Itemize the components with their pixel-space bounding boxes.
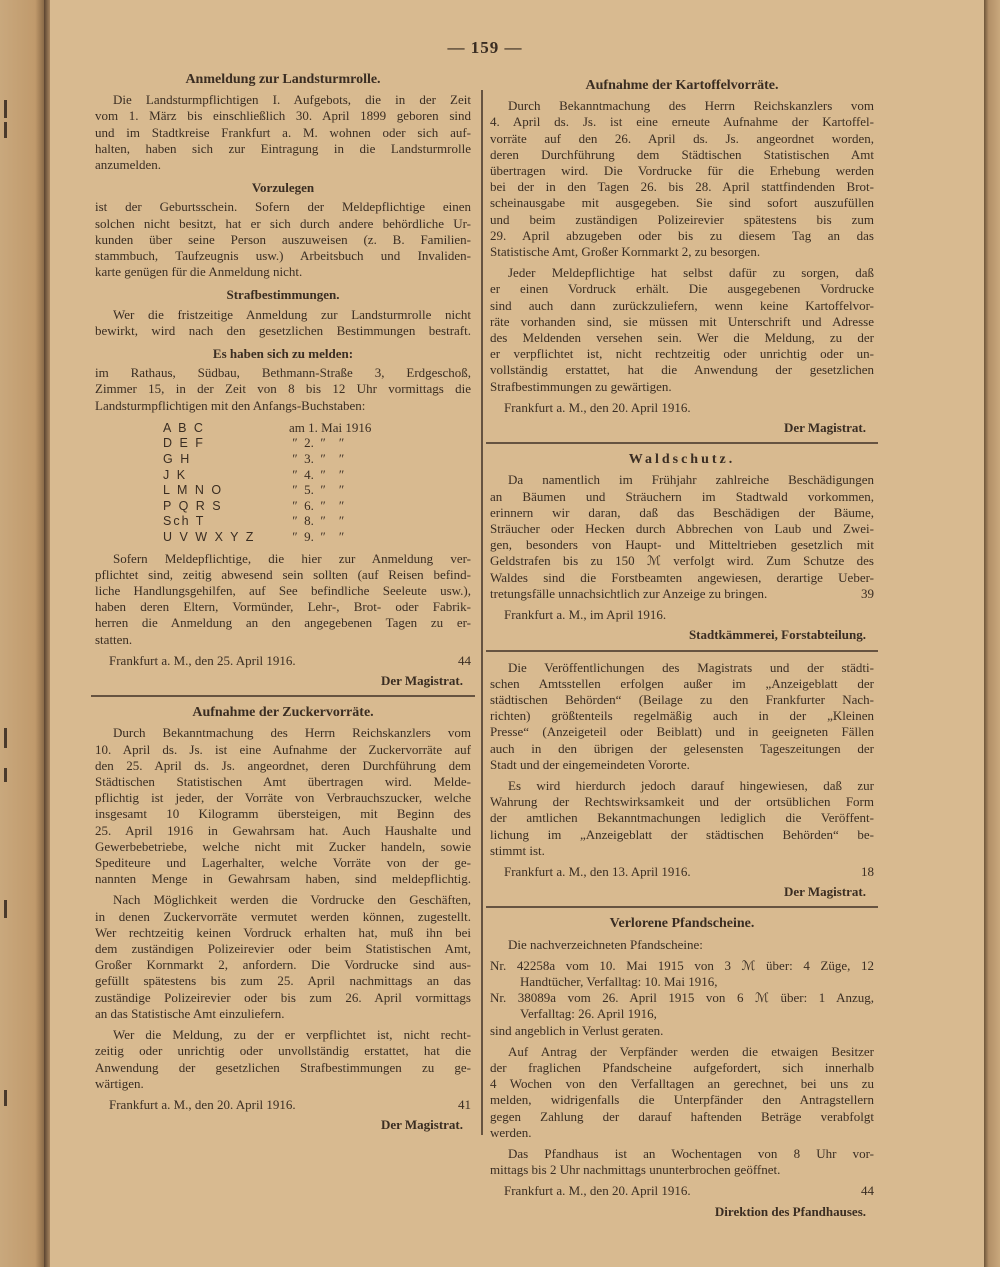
dateline: [490, 400, 874, 416]
schedule-date: ″ 8. ″ ″: [289, 513, 345, 529]
text-line: Handtücher, Verfalltag: 10. Mai 1916,: [520, 973, 718, 989]
schedule-row: [163, 420, 471, 436]
text-line: 10. April ds. Js. ist eine Aufnahme der Zuckervorräte auf: [95, 741, 471, 757]
dateline-text: Frankfurt a. M., im April 1916.: [504, 607, 667, 623]
schedule-letters: J K: [163, 467, 188, 482]
section-title: Anmeldung zur Landsturmrolle.: [185, 72, 381, 87]
schedule-row: [163, 435, 471, 451]
paragraph: [95, 307, 471, 339]
dateline-text: Frankfurt a. M., den 25. April 1916.: [109, 652, 296, 668]
text-line: gefüllt spätestens bis zum 25. April nachmittags an das: [95, 973, 471, 989]
schedule-row: [163, 482, 471, 498]
text-line: an das Statistische Amt einzuliefern.: [95, 1005, 285, 1021]
text-line: und im Stadtkreise Frankfurt a. M. wohnen oder sich auf-: [95, 124, 471, 140]
text-line: zuständige Polizeirevier oder bis zum 26. April vormittags: [95, 989, 471, 1005]
text-line: Durch Bekanntmachung des Herrn Reichskanzlers vom: [508, 98, 874, 114]
notice-number: 44: [861, 1183, 874, 1199]
text-line: herren die Anmeldung an den angegebenen Tagen zu er-: [95, 615, 471, 631]
text-line: Jeder Meldepflichtige hat selbst dafür zu sorgen, daß: [508, 265, 874, 281]
previous-page-edge: [0, 0, 44, 1267]
text-line: auch in den übrigen der gelesensten Tageszeitungen der: [490, 740, 874, 756]
text-line: Durch Bekanntmachung des Herrn Reichskanzlers vom: [113, 725, 471, 741]
text-line: liche Handlungsgehilfen, auf See befindliche Seeleute usw.),: [95, 583, 471, 599]
text-line: Stadt und der eingemeindeten Vororte.: [490, 756, 690, 772]
text-line: sind angeblich in Verlust geraten.: [490, 1022, 664, 1038]
section-rule: [486, 442, 878, 444]
text-line: lichung im „Anzeigeblatt der städtischen Behörden“ be-: [490, 826, 874, 842]
text-line: Da namentlich im Frühjahr zahlreiche Beschädigungen: [508, 472, 874, 488]
signature: Stadtkämmerei, Forstabteilung.: [688, 627, 866, 643]
page-fold: [44, 0, 50, 1267]
text-line: Wer die Meldung, zu der er verpflichtet ist, nicht recht-: [113, 1027, 471, 1043]
text-line: Es wird hierdurch jedoch darauf hingewiesen, daß zur: [508, 777, 874, 793]
paragraph: [490, 1044, 874, 1141]
schedule-date: am 1. Mai 1916: [289, 419, 372, 435]
page-number: — 159 —: [447, 38, 523, 57]
text-line: des Meldenden versehen sein. Wer die Meldung, zu der: [490, 330, 874, 346]
text-line: Wer rechtzeitig keinen Vordruck erhalten hat, muß ihn bei: [95, 924, 471, 940]
text-line: scheinausgabe mit ausgegeben. Sie sind sofort auszufüllen: [490, 195, 874, 211]
paragraph: [490, 937, 874, 953]
schedule-letters: U V W X Y Z: [163, 530, 256, 545]
paragraph: [490, 472, 874, 602]
text-line: Nr. 42258a vom 10. Mai 1915 von 3 ℳ über: 4 Züge, 12: [490, 957, 874, 973]
paragraph: [95, 551, 471, 648]
dateline-text: Frankfurt a. M., den 20. April 1916.: [504, 399, 691, 415]
text-line: pflichtet sind, zeitig abwesend sein sollten (auf Reisen befind-: [95, 566, 471, 582]
signature: Der Magistrat.: [783, 420, 866, 436]
text-line: Presse“ (Anzeigeteil oder Beiblatt) und in geeigneten Fällen: [490, 724, 874, 740]
text-line: 29. April abzugeben oder bis zu diesem Tag an das: [490, 227, 874, 243]
text-line: im Rathaus, Südbau, Bethmann-Straße 3, Erdgeschoß,: [95, 365, 471, 381]
schedule-date: ″ 2. ″ ″: [289, 435, 345, 451]
right-column: [490, 76, 874, 1224]
dateline: [95, 653, 471, 669]
schedule-letters: L M N O: [163, 483, 224, 498]
text-line: Auf Antrag der Verpfänder werden die etwaigen Besitzer: [508, 1043, 874, 1059]
dateline-text: Frankfurt a. M., den 20. April 1916.: [504, 1183, 691, 1199]
text-line: ist der Geburtsschein. Sofern der Meldepflichtige einen: [95, 199, 471, 215]
subheading: Vorzulegen: [251, 180, 315, 196]
paragraph: [95, 92, 471, 173]
text-line: Verfalltag: 26. April 1916,: [520, 1006, 657, 1022]
section-title: Verlorene Pfandscheine.: [609, 916, 755, 932]
paragraph: [95, 1027, 471, 1092]
text-line: an Bäumen und Sträuchern im Stadtwald vorkommen,: [490, 488, 874, 504]
text-line: erinnern wir daran, daß das Beschädigen der Bäume,: [490, 504, 874, 520]
notice-number: 18: [861, 863, 874, 879]
section-title: Aufnahme der Zuckervorräte.: [192, 705, 374, 721]
text-line: Zimmer 15, in der Zeit von 8 bis 12 Uhr vormittags die: [95, 381, 471, 397]
text-line: kunden über seine Person auszuweisen (z. B. Familien-: [95, 231, 471, 247]
pledge-item: [490, 958, 874, 990]
text-line: Sträucher oder Hecken durch Abbrechen von Laub und Zwei-: [490, 521, 874, 537]
text-line: Geldstrafen bis zu 150 ℳ verfolgt wird. Zum Schutze des: [490, 553, 874, 569]
schedule-date: ″ 4. ″ ″: [289, 466, 345, 482]
notice-number: 39: [861, 585, 874, 601]
text-line: vollständig erstattet, hat die Anwendung der gesetzlichen: [490, 362, 874, 378]
text-line: mittags bis 2 Uhr nachmittags ununterbrochen geöffnet.: [490, 1162, 781, 1178]
section-rule: [91, 695, 475, 697]
section-title: Aufnahme der Kartoffelvorräte.: [585, 78, 779, 93]
text-line: Das Pfandhaus ist an Wochentagen von 8 Uhr vor-: [508, 1145, 874, 1161]
text-line: Die nachverzeichneten Pfandscheine:: [508, 936, 703, 952]
text-line: räte vorhanden sind, sie müssen mit Unterschrift und Adresse: [490, 313, 874, 329]
text-line: Strafbestimmungen zu gewärtigen.: [490, 378, 672, 394]
text-line: übertragen wird. Die Vordrucke für die Erhebung werden: [490, 163, 874, 179]
schedule-row: [163, 529, 471, 545]
schedule-date: ″ 3. ″ ″: [289, 451, 345, 467]
dateline: [490, 864, 874, 880]
text-line: sind auch dann zurückzuliefern, wenn keine Kartoffelvor-: [490, 297, 874, 313]
schedule-row: [163, 498, 471, 514]
text-line: vom 1. März bis einschließlich 30. April 1899 geboren sind: [95, 108, 471, 124]
dateline: [490, 1183, 874, 1199]
text-line: gen, besonders von Haupt- und Mitteltrieben gesetzlich mit: [490, 537, 874, 553]
text-line: [490, 586, 874, 602]
text-line: dem zuständigen Polizeirevier oder beim Statistischen Amt,: [95, 941, 471, 957]
paragraph: [490, 1146, 874, 1178]
text-line: nannten Menge in Gewahrsam haben, sind meldepflichtig.: [95, 871, 471, 887]
text-line: bei der in den Tagen 26. bis 28. April stattfindenden Brot-: [490, 179, 874, 195]
text-line: solchen nicht besitzt, hat er sich durch andere behördliche Ur-: [95, 215, 471, 231]
text-line: zeitig oder unrichtig oder unvollständig erstattet, hat die: [95, 1043, 471, 1059]
dateline-text: Frankfurt a. M., den 13. April 1916.: [504, 863, 691, 879]
schedule-letters: G H: [163, 452, 192, 467]
signature: Direktion des Pfandhauses.: [714, 1203, 866, 1219]
text-line: anzumelden.: [95, 157, 162, 173]
paragraph: [490, 778, 874, 859]
paragraph: [95, 365, 471, 414]
left-column: [95, 70, 471, 1137]
schedule-date: ″ 5. ″ ″: [289, 482, 345, 498]
text-line: schen Amtsstellen erfolgen außer im „Anzeigeblatt der: [490, 675, 874, 691]
text-line: Spediteure und Lagerhalter, welche Vorräte von der ge-: [95, 855, 471, 871]
text-line: statten.: [95, 631, 133, 647]
section-rule: [486, 906, 878, 908]
text-line: Sofern Meldepflichtige, die hier zur Anmeldung ver-: [113, 550, 471, 566]
text-line: stammbuch, Taufzeugnis usw.) Arbeitsbuch und Invaliden-: [95, 248, 471, 264]
text-line: richten) größtenteils regelmäßig auch in der „Kleinen: [490, 708, 874, 724]
paragraph: [490, 1023, 874, 1039]
text-line: Gewerbebetriebe, welche nicht mit Zucker handeln, sowie: [95, 838, 471, 854]
text-line: vorräte auf den 26. April ds. Js. angeordnet worden,: [490, 130, 874, 146]
dateline-text: Frankfurt a. M., den 20. April 1916.: [109, 1096, 296, 1112]
text-line: Nach Möglichkeit werden die Vordrucke den Geschäften,: [113, 892, 471, 908]
text-line: 25. April 1916 in Gewahrsam hat. Auch Haushalte und: [95, 822, 471, 838]
text-line: Nr. 38089a vom 26. April 1915 von 6 ℳ über: 1 Anzug,: [490, 990, 874, 1006]
paragraph: [95, 199, 471, 280]
letter-schedule-table: [163, 420, 471, 545]
text-line: der amtlichen Bekanntmachungen lediglich die Veröffent-: [490, 810, 874, 826]
text-line: 4 Wochen von den Verfalltagen an gerechnet, bei uns zu: [490, 1076, 874, 1092]
text-line: deren Durchführung dem Städtischen Statistischen Amt: [490, 146, 874, 162]
text-line: Die Landsturmpflichtigen I. Aufgebots, die in der Zeit: [113, 92, 471, 108]
text-line: Wer die fristzeitige Anmeldung zur Landsturmrolle nicht: [113, 306, 471, 322]
text-line: 4. April ds. Js. ist eine erneute Aufnahme der Kartoffel-: [490, 114, 874, 130]
section-title: Waldschutz.: [628, 452, 736, 468]
text-line: städtischen Behörden“ (Beilage zu den Frankfurter Nach-: [490, 691, 874, 707]
text-line: Städtischen Statistischen Amt übertragen wird. Melde-: [95, 774, 471, 790]
text-line: Landsturmpflichtigen mit den Anfangs-Buchstaben:: [95, 397, 366, 413]
schedule-date: ″ 6. ″ ″: [289, 497, 345, 513]
text-line: in denen Zuckervorräte vermutet werden können, zugestellt.: [95, 908, 471, 924]
text-line: Großer Kornmarkt 2, anfordern. Die Vordrucke sind aus-: [95, 957, 471, 973]
text-line: melden, widrigenfalls die Unterpfänder den Antragstellern: [490, 1092, 874, 1108]
text-line: er einen Vordruck erhält. Die ausgegebenen Vordrucke: [490, 281, 874, 297]
signature: Der Magistrat.: [380, 1117, 463, 1133]
text-line: Statistische Amt, Großer Kornmarkt 2, zu besorgen.: [490, 244, 761, 260]
text-line: und beim zuständigen Polizeirevier spätestens bis zum: [490, 211, 874, 227]
text-line: Die Veröffentlichungen des Magistrats und der städti-: [508, 659, 874, 675]
text-line: Waldes sind die Forstbeamten angewiesen, derartige Ueber-: [490, 569, 874, 585]
text-line: karte genügen für die Anmeldung nicht.: [95, 264, 303, 280]
text-line: pflichtig ist jeder, der Vorräte von Verbrauchszucker, welche: [95, 790, 471, 806]
schedule-letters: Sch T: [163, 514, 206, 529]
paragraph: [490, 660, 874, 773]
text-line: insgesamt 10 Kilogramm übersteigen, mit Beginn des: [95, 806, 471, 822]
text-line: er verpflichtet ist, nicht rechtzeitig oder unrichtig oder un-: [490, 346, 874, 362]
schedule-letters: A B C: [163, 420, 205, 435]
schedule-row: [163, 513, 471, 529]
notice-number: 41: [458, 1096, 471, 1112]
subheading: Strafbestimmungen.: [226, 287, 340, 303]
text-line: wärtigen.: [95, 1075, 144, 1091]
text-line: halten, haben sich zur Eintragung in die Landsturmrolle: [95, 140, 471, 156]
schedule-row: [163, 451, 471, 467]
schedule-date: ″ 9. ″ ″: [289, 529, 345, 545]
text-line: haben deren Eltern, Vormünder, Lehr-, Brot- oder Fabrik-: [95, 599, 471, 615]
schedule-letters: P Q R S: [163, 498, 223, 513]
subheading: Es haben sich zu melden:: [212, 346, 354, 362]
text-line: bewirkt, wird nach den gesetzlichen Bestimmungen bestraft.: [95, 322, 471, 338]
text-line: werden.: [490, 1124, 532, 1140]
schedule-row: [163, 467, 471, 483]
paragraph: [95, 892, 471, 1022]
dateline: [490, 607, 874, 623]
pledge-item: [490, 990, 874, 1022]
text-line: der fraglichen Pfandscheine aufgefordert, sich innerhalb: [490, 1059, 874, 1075]
paragraph: [490, 98, 874, 260]
line-text: tretungsfälle unnachsichtlich zur Anzeige zu bringen.: [490, 585, 768, 601]
text-line: den 25. April ds. Js. angeordnet, deren Durchführung dem: [95, 757, 471, 773]
signature: Der Magistrat.: [783, 884, 866, 900]
column-divider: [481, 90, 483, 1135]
signature: Der Magistrat.: [380, 673, 463, 689]
dateline: [95, 1097, 471, 1113]
text-line: stimmt ist.: [490, 842, 545, 858]
paragraph: [490, 265, 874, 395]
text-line: Wahrung der Rechtswirksamkeit und der ortsüblichen Form: [490, 794, 874, 810]
text-line: gegen Zahlung der darauf haftenden Beträge verabfolgt: [490, 1108, 874, 1124]
schedule-letters: D E F: [163, 436, 205, 451]
text-line: Anwendung der gesetzlichen Strafbestimmungen zu ge-: [95, 1059, 471, 1075]
notice-number: 44: [458, 652, 471, 668]
page-right-edge: [984, 0, 1000, 1267]
section-rule: [486, 650, 878, 652]
paragraph: [95, 725, 471, 887]
